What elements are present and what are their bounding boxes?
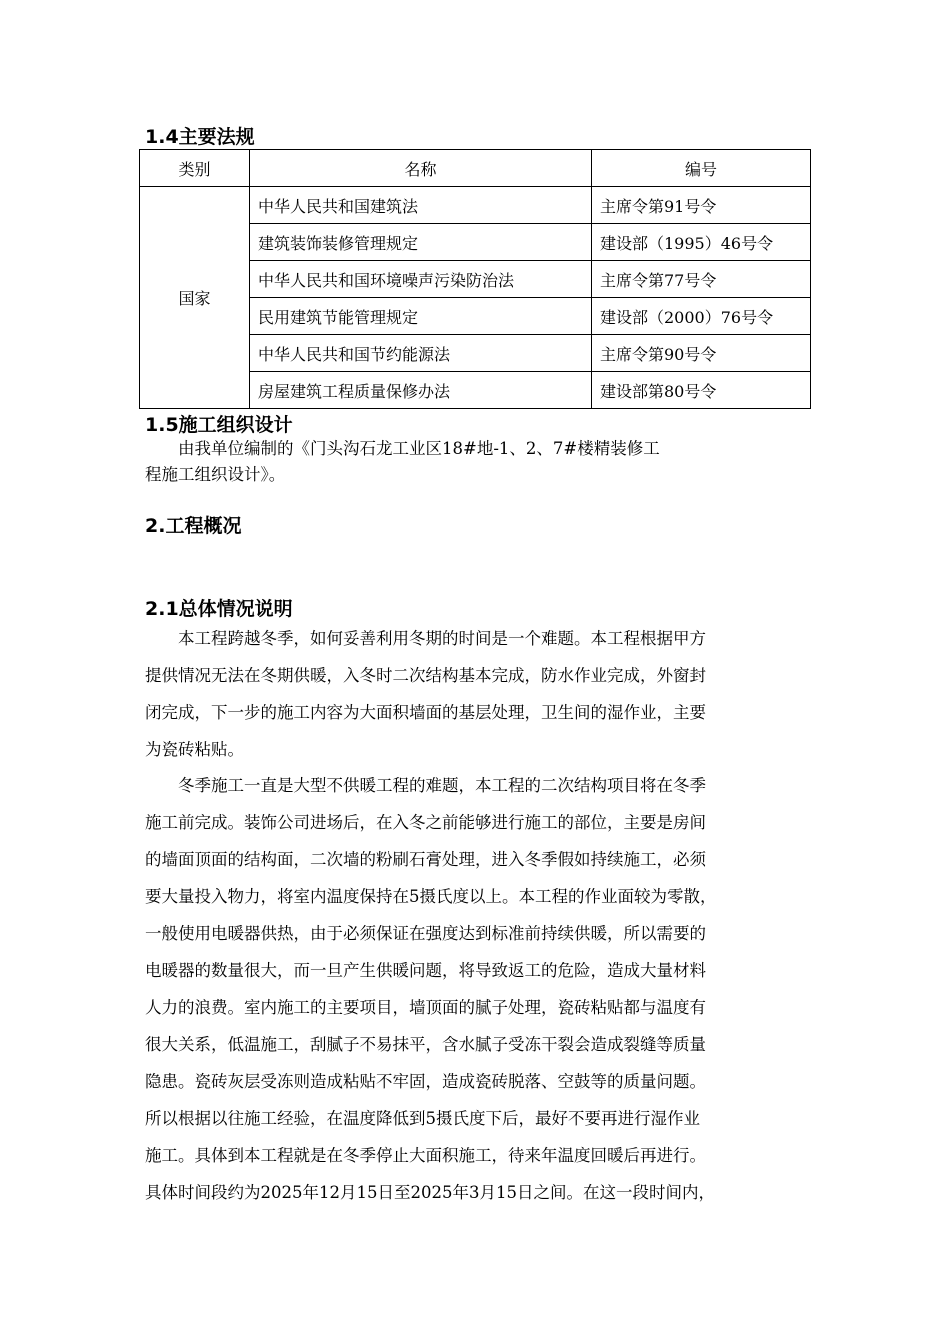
- section-2-1-paragraph-1: [145, 620, 825, 768]
- law-name-cell: 中华人民共和国建筑法: [250, 187, 592, 224]
- text-line: 程施工组织设计》。: [145, 465, 286, 484]
- regulations-table: [139, 149, 811, 409]
- text-line: 电暖器的数量很大，而一旦产生供暖问题，将导致返工的危险，造成大量材料: [145, 961, 706, 980]
- text-line: 施工。具体到本工程就是在冬季停止大面积施工，待来年温度回暖后再进行。: [145, 1146, 706, 1165]
- text-line: 很大关系，低温施工，刮腻子不易抹平，含水腻子受冻干裂会造成裂缝等质量: [145, 1035, 706, 1054]
- text-line: 所以根据以往施工经验，在温度降低到5摄氏度下后，最好不要再进行湿作业: [145, 1109, 700, 1128]
- text-line: 闭完成，下一步的施工内容为大面积墙面的基层处理，卫生间的湿作业，主要: [145, 703, 706, 722]
- text-line: 为瓷砖粘贴。: [145, 740, 244, 759]
- text-line: 冬季施工一直是大型不供暖工程的难题，本工程的二次结构项目将在冬季: [145, 776, 706, 795]
- law-name-cell: 建筑装饰装修管理规定: [250, 224, 592, 261]
- section-1-5-paragraph: [145, 436, 825, 488]
- text-line: 的墙面顶面的结构面，二次墙的粉刷石膏处理，进入冬季假如持续施工，必须: [145, 850, 706, 869]
- text-line: 隐患。瓷砖灰层受冻则造成粘贴不牢固，造成瓷砖脱落、空鼓等的质量问题。: [145, 1072, 706, 1091]
- law-code-cell: 主席令第91号令: [592, 187, 811, 224]
- table-row: [140, 187, 811, 224]
- law-code-cell: 主席令第77号令: [592, 261, 811, 298]
- section-2-1-heading: 2.1总体情况说明: [145, 598, 293, 620]
- section-1-4-heading: 1.4主要法规: [145, 126, 255, 148]
- section-1-5-heading: 1.5施工组织设计: [145, 414, 293, 436]
- law-name-cell: 中华人民共和国节约能源法: [250, 335, 592, 372]
- column-header-name: 名称: [250, 150, 592, 187]
- law-code-cell: 建设部（1995）46号令: [592, 224, 811, 261]
- text-line: 提供情况无法在冬期供暖，入冬时二次结构基本完成，防水作业完成，外窗封: [145, 666, 706, 685]
- table-header-row: [140, 150, 811, 187]
- text-line: 一般使用电暖器供热，由于必须保证在强度达到标准前持续供暖，所以需要的: [145, 924, 706, 943]
- text-line: 由我单位编制的《门头沟石龙工业区18#地-1、2、7#楼精装修工: [145, 439, 660, 458]
- section-2-heading: 2.工程概况: [145, 515, 242, 537]
- column-header-category: 类别: [140, 150, 250, 187]
- text-line: 施工前完成。装饰公司进场后，在入冬之前能够进行施工的部位，主要是房间: [145, 813, 706, 832]
- law-name-cell: 房屋建筑工程质量保修办法: [250, 372, 592, 409]
- text-line: 人力的浪费。室内施工的主要项目，墙顶面的腻子处理，瓷砖粘贴都与温度有: [145, 998, 706, 1017]
- law-name-cell: 中华人民共和国环境噪声污染防治法: [250, 261, 592, 298]
- law-name-cell: 民用建筑节能管理规定: [250, 298, 592, 335]
- category-cell: 国家: [140, 187, 250, 409]
- text-line: 具体时间段约为2025年12月15日至2025年3月15日之间。在这一段时间内，: [145, 1183, 715, 1202]
- section-2-1-paragraph-2: [145, 767, 825, 1211]
- text-line: 要大量投入物力，将室内温度保持在5摄氏度以上。本工程的作业面较为零散，: [145, 887, 717, 906]
- column-header-code: 编号: [592, 150, 811, 187]
- law-code-cell: 建设部第80号令: [592, 372, 811, 409]
- law-code-cell: 主席令第90号令: [592, 335, 811, 372]
- law-code-cell: 建设部（2000）76号令: [592, 298, 811, 335]
- text-line: 本工程跨越冬季，如何妥善利用冬期的时间是一个难题。本工程根据甲方: [145, 629, 706, 648]
